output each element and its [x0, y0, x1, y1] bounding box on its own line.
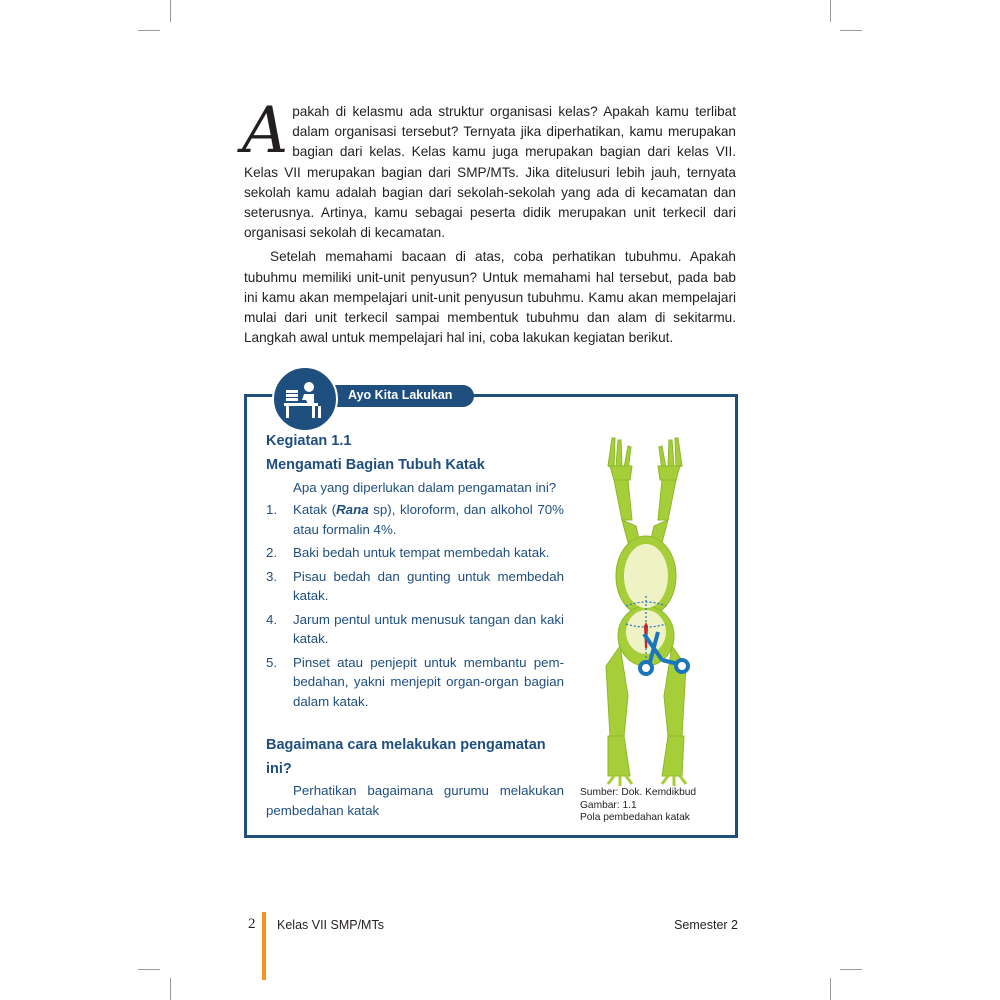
caption-figure: Gambar: 1.1	[580, 799, 637, 811]
student-desk-icon	[272, 366, 338, 432]
drop-cap: A	[242, 94, 289, 168]
intro-text	[242, 94, 736, 352]
list-item: 3. Pisau bedah dan gunting untuk membedah katak.	[266, 568, 564, 603]
crop-mark	[170, 978, 171, 1000]
footer-right-text: Semester 2	[674, 918, 738, 932]
activity-title: Mengamati Bagian Tubuh Katak	[266, 457, 485, 473]
how-heading-line-1: Bagaimana cara melakukan pengamatan	[266, 737, 546, 753]
activity-tab	[314, 385, 474, 407]
how-text: Perhatikan bagaimana gurumu melakukan pembedahan katak	[266, 783, 564, 818]
crop-mark	[830, 978, 831, 1000]
list-item: 5. Pinset atau penjepit untuk membantu pem-bedahan, yakni menjepit organ-organ bagian dalam katak.	[266, 654, 564, 709]
footer-left-text: Kelas VII SMP/MTs	[277, 918, 384, 932]
crop-mark	[170, 0, 171, 22]
intro-paragraph-2: Setelah memahami bacaan di atas, coba perhatikan tubuhmu. Apakah tubuhmu memiliki unit-unit penyusun? Untuk memahami hal tersebut, pada bab ini kamu akan mempelajari unit-unit penyusun tubuhmu. Kamu akan mempelajari mulai dari unit terkecil sampai membentuk tubuhmu dan alam di sekitarmu. Langkah awal untuk mempelajari hal ini, coba lakukan kegiatan berikut.	[244, 249, 736, 346]
materials-list	[266, 500, 564, 715]
page-number: 2	[248, 916, 256, 932]
crop-mark	[830, 0, 831, 22]
footer-accent-bar	[262, 912, 266, 980]
activity-question: Apa yang diperlukan dalam pengamatan ini?	[293, 480, 557, 495]
crop-mark	[138, 969, 160, 970]
caption-title: Pola pembedahan katak	[580, 812, 690, 823]
list-item: 2. Baki bedah untuk tempat membedah katak.	[266, 545, 550, 560]
intro-paragraph-1-text: pakah di kelasmu ada struktur organisasi kelas? Apakah kamu terlibat dalam organisasi tersebut? Ternyata jika diperhatikan, kamu merupakan bagian dari kelas. Kelas kamu juga merupakan bagian dari kelas VII. Kelas VII merupakan bagian dari SMP/MTs. Jika ditelusuri lebih jauh, ternyata sekolah kamu adalah bagian dari sekolah-sekolah yang ada di kecamatan dan seterusnya. Artinya, kamu sebagai peserta didik merupakan unit terkecil dari organisasi sekolah di kecamatan.	[244, 104, 736, 241]
crop-mark	[840, 30, 862, 31]
list-item: 1. Katak (Rana sp), kloroform, dan alkohol 70% atau formalin 4%.	[266, 502, 565, 537]
frog-dissection-illustration	[598, 436, 698, 786]
activity-tab-label: Ayo Kita Lakukan	[348, 388, 453, 402]
list-item: 4. Jarum pentul untuk menusuk tangan dan kaki katak.	[266, 611, 564, 646]
figure-caption	[580, 787, 696, 825]
how-heading-line-2: ini?	[266, 761, 292, 777]
intro-paragraph-1	[242, 94, 736, 243]
crop-mark	[138, 30, 160, 31]
crop-mark	[840, 969, 862, 970]
kegiatan-number: Kegiatan 1.1	[266, 433, 352, 449]
caption-source: Sumber: Dok. Kemdikbud	[580, 787, 697, 798]
